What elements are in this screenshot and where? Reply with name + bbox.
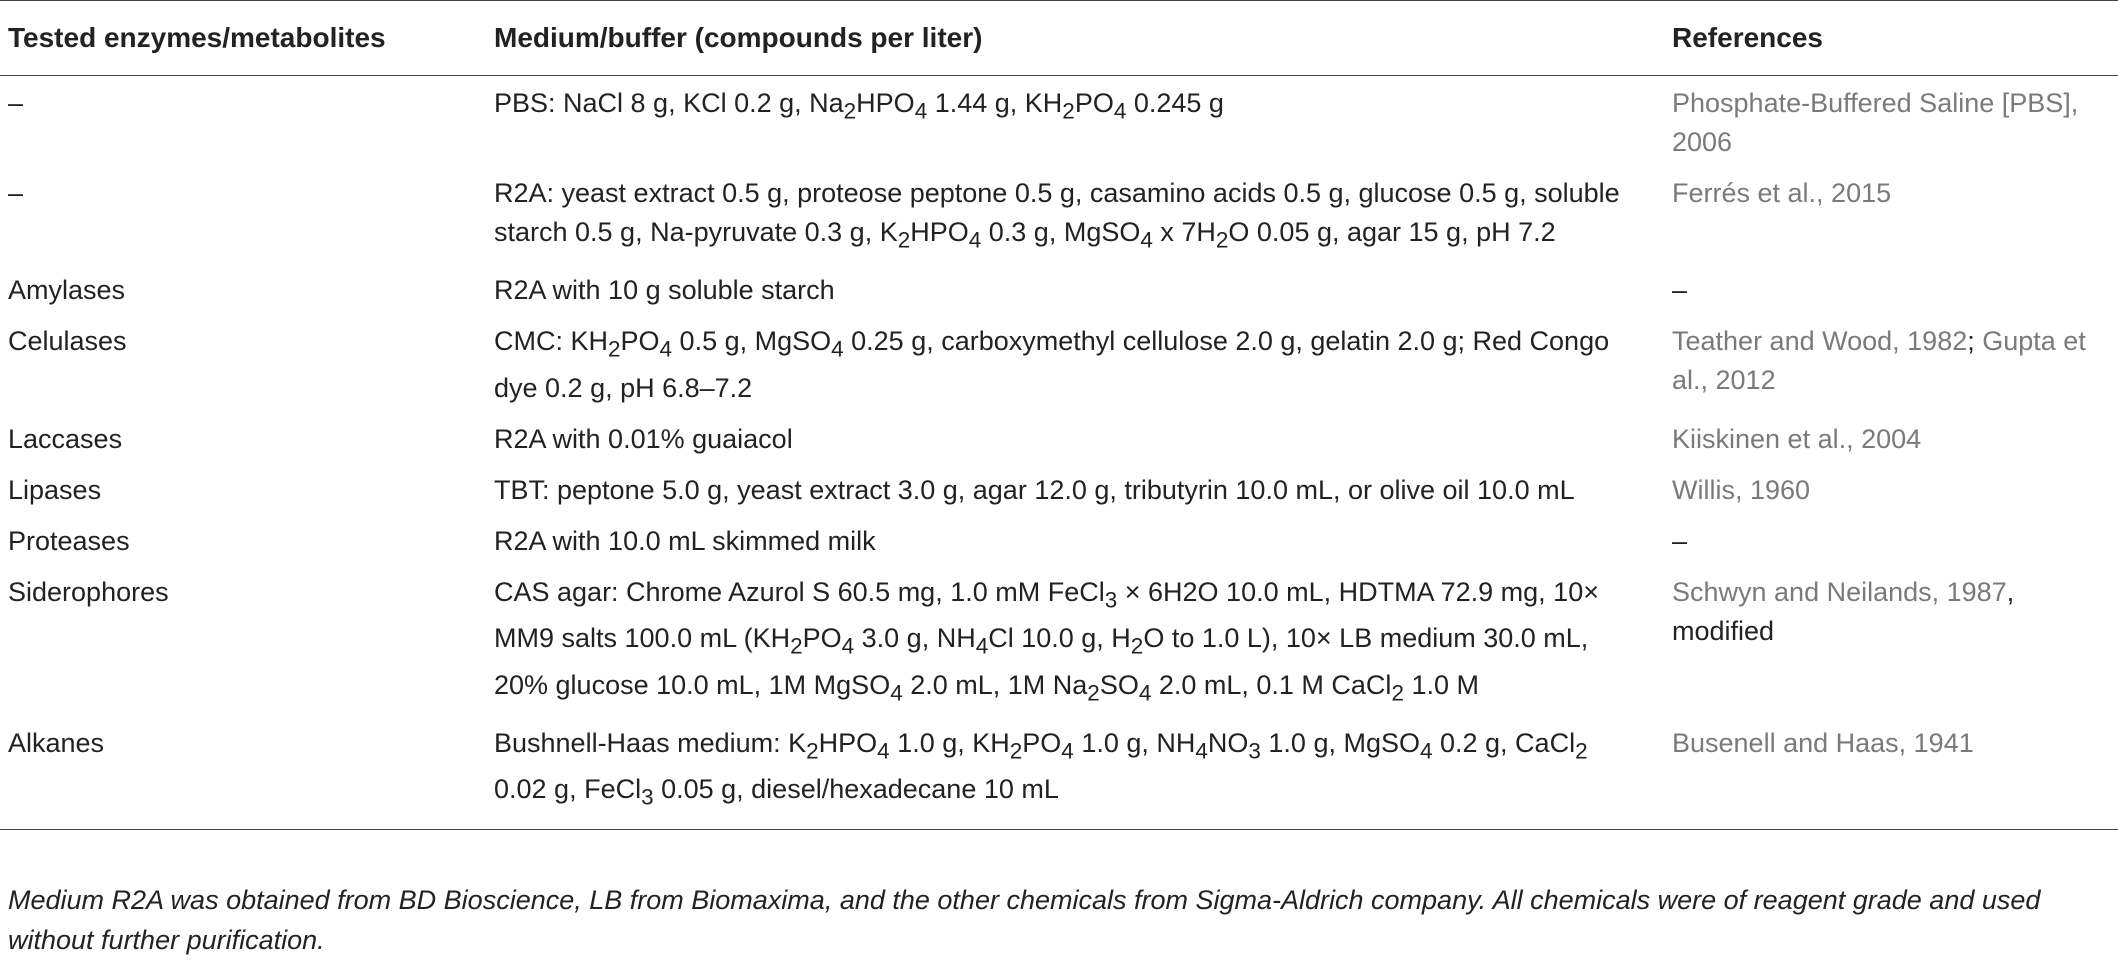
table-row xyxy=(0,314,2118,411)
medium-cell: Bushnell-Haas medium: $K_2HPO_4$ 1.0 g, $KH_2PO_4$ 1.0 g, $NH_4NO_3$ 1.0 g, MgSO$_4$ 0.2 g, CaCl$_2$ 0.02 g, FeCl$_3$ 0.05 g, diesel/hexadecane 10 mL xyxy=(486,716,1664,829)
reference-link[interactable]: – xyxy=(1672,525,1688,556)
enzyme-cell: Alkanes xyxy=(0,716,486,829)
header-medium-buffer: Medium/buffer (compounds per liter) xyxy=(486,1,1664,76)
enzyme-cell: Siderophores xyxy=(8,576,169,607)
reference-link[interactable]: Teather and Wood, 1982; Gupta et al., 2012 xyxy=(1672,326,2086,396)
enzyme-cell: Proteases xyxy=(8,525,130,556)
reference-link[interactable]: Phosphate-Buffered Saline [PBS], 2006 xyxy=(1672,88,2079,157)
reference-link[interactable]: Busenell and Haas, 1941 xyxy=(1664,716,2118,829)
table-row xyxy=(0,514,2118,565)
enzyme-cell: – xyxy=(8,178,24,208)
medium-cell: R2A with 10.0 mL skimmed milk xyxy=(494,525,876,556)
header-tested-enzymes: Tested enzymes/metabolites xyxy=(0,1,486,76)
header-row xyxy=(0,1,2118,76)
enzyme-cell: – xyxy=(8,88,24,118)
table-row xyxy=(0,166,2118,263)
reference-link[interactable]: Schwyn and Neilands, 1987, modified xyxy=(1672,576,2015,646)
table-body xyxy=(0,76,2118,830)
table-footnote: Medium R2A was obtained from BD Bioscience, LB from Biomaxima, and the other chemicals from Sigma-Aldrich company. All chemicals were of reagent grade and used without further purification. xyxy=(8,885,2041,955)
reference-link[interactable]: Kiiskinen et al., 2004 xyxy=(1672,423,1922,454)
table-header xyxy=(0,1,2118,76)
medium-cell: R2A with 0.01% guaiacol xyxy=(494,423,793,454)
medium-cell: R2A: yeast extract 0.5 g, proteose peptone 0.5 g, casamino acids 0.5 g, glucose 0.5 g, soluble starch 0.5 g, Na-pyruvate 0.3 g, $K_2HPO_4$ 0.3 g, MgSO$_4$ x $7H_2O$ 0.05 g, agar 15 g, pH 7.2 xyxy=(494,178,1620,253)
table-row xyxy=(0,76,2118,167)
medium-cell: R2A with 10 g soluble starch xyxy=(494,275,835,306)
reference-link[interactable]: – xyxy=(1672,275,1688,306)
medium-cell: PBS: NaCl 8 g, KCl 0.2 g, $Na_2HPO_4$ 1.44 g, $KH_2PO_4$ 0.245 g xyxy=(494,88,1224,124)
medium-cell: TBT: peptone 5.0 g, yeast extract 3.0 g, agar 12.0 g, tributyrin 10.0 mL, or olive oil 10.0 mL xyxy=(494,474,1575,505)
medium-cell: CAS agar: Chrome Azurol S 60.5 mg, 1.0 mM FeCl$_3$ × 6H2O 10.0 mL, HDTMA 72.9 mg, 10× MM9 salts 100.0 mL ($KH_2PO_4$ 3.0 g, $NH_4Cl$ 10.0 g, $H_2O$ to 1.0 L), 10× LB medium 30.0 mL, 20% glucose 10.0 mL, 1M MgSO$_4$ 2.0 mL, 1M $Na_2SO_4$ 2.0 mL, 0.1 M CaCl$_2$ 1.0 M xyxy=(494,576,1599,705)
enzyme-cell: Celulases xyxy=(8,326,127,357)
table-row xyxy=(0,716,2118,829)
medium-cell: CMC: $KH_2PO_4$ 0.5 g, MgSO$_4$ 0.25 g, carboxymethyl cellulose 2.0 g, gelatin 2.0 g; Red Congo dye 0.2 g, pH 6.8–7.2 xyxy=(494,326,1610,403)
reference-link[interactable]: Ferrés et al., 2015 xyxy=(1672,178,1892,208)
enzyme-cell: Lipases xyxy=(8,474,102,505)
header-references: References xyxy=(1664,1,2118,76)
reference-link[interactable]: Willis, 1960 xyxy=(1672,474,1811,505)
table-row xyxy=(0,412,2118,463)
enzyme-cell: Laccases xyxy=(8,423,123,454)
table-row xyxy=(0,463,2118,514)
table-row xyxy=(0,565,2118,716)
enzyme-cell: Amylases xyxy=(8,275,126,306)
table-row xyxy=(0,263,2118,314)
